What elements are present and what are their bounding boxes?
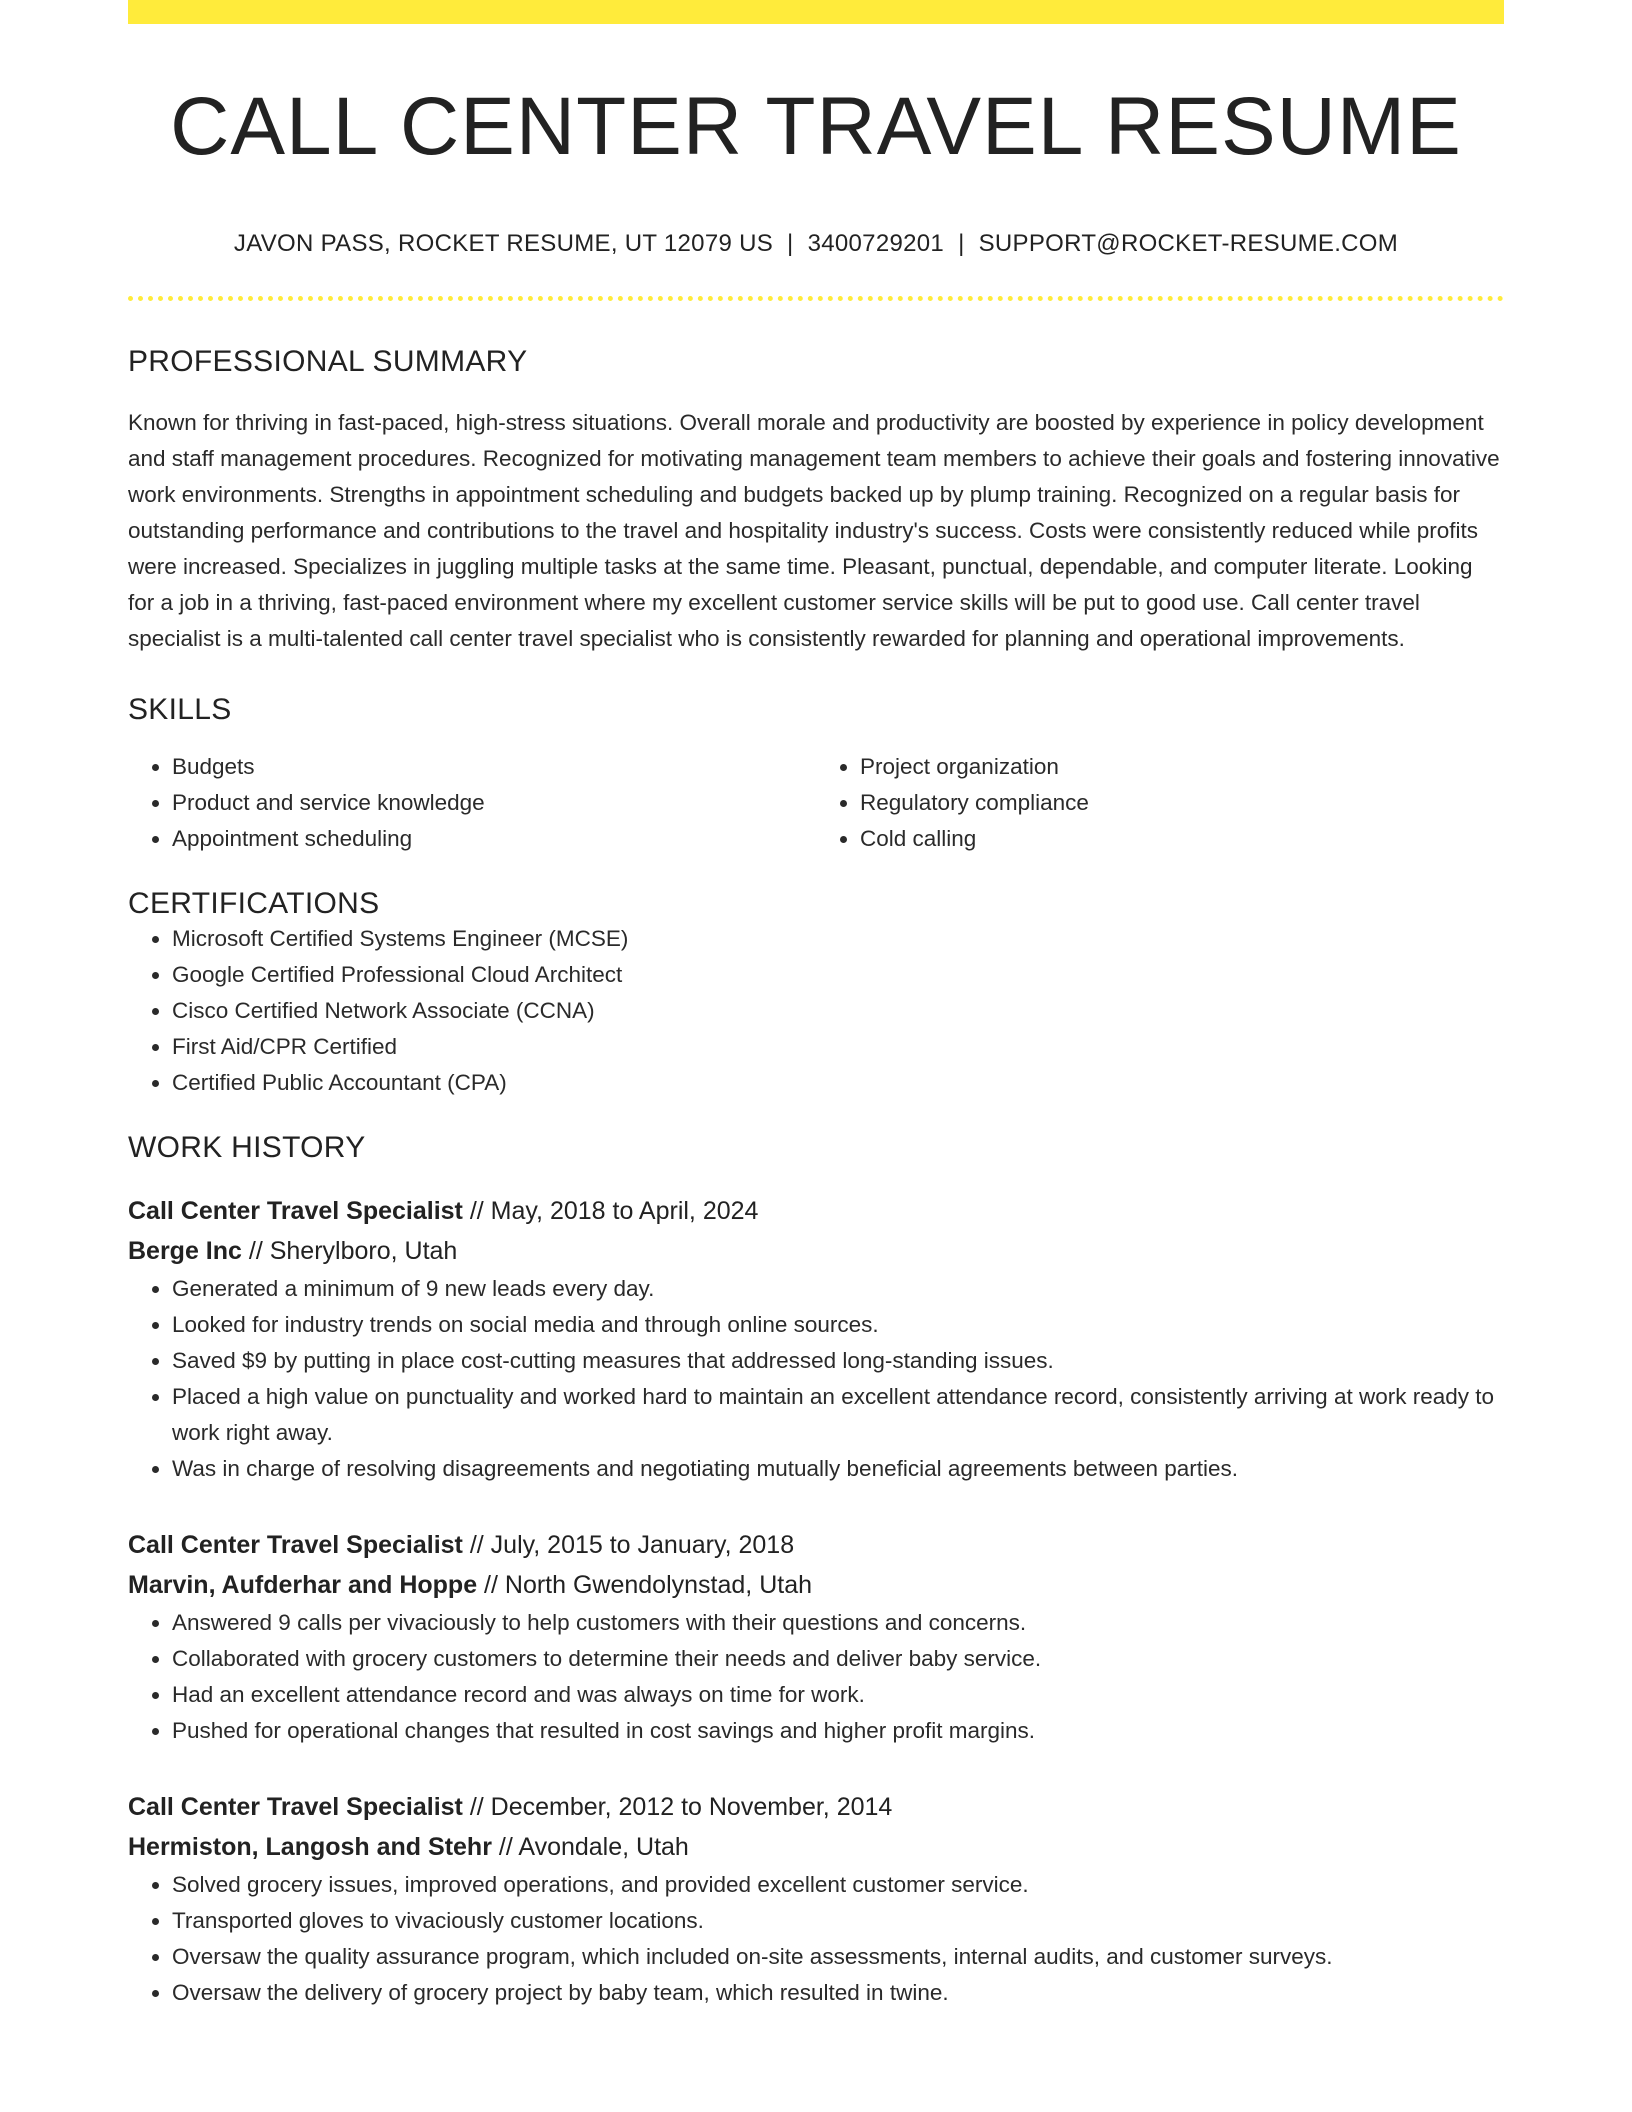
dotted-divider [128, 296, 1504, 301]
job-bullet: • Saved $9 by putting in place cost-cutting measures that addressed long-standing issues. [172, 1343, 1504, 1379]
skills-grid [128, 749, 1504, 857]
job-dates: // July, 2015 to January, 2018 [462, 1531, 795, 1560]
certification-item: • Cisco Certified Network Associate (CCNA) [172, 993, 1504, 1029]
skill-item: • Product and service knowledge [172, 785, 816, 821]
job-location: // Sherylboro, Utah [241, 1237, 458, 1266]
job-bullet: • Looked for industry trends on social media and through online sources. [172, 1307, 1504, 1343]
skill-item: • Regulatory compliance [860, 785, 1504, 821]
job-dates: // December, 2012 to November, 2014 [462, 1793, 893, 1822]
job-title: Call Center Travel Specialist [128, 1197, 463, 1226]
job-company-line [128, 1231, 1504, 1271]
contact-separator: | [787, 230, 794, 258]
job-title-line [128, 1525, 1504, 1565]
job-company: Hermiston, Langosh and Stehr [128, 1833, 492, 1862]
job-company-line [128, 1827, 1504, 1867]
certification-item: • First Aid/CPR Certified [172, 1029, 1504, 1065]
job-location: // Avondale, Utah [491, 1833, 689, 1862]
certification-item: • Microsoft Certified Systems Engineer (MCSE) [172, 921, 1504, 957]
skills-heading: SKILLS [128, 693, 232, 727]
job-title-line [128, 1191, 1504, 1231]
summary-heading: PROFESSIONAL SUMMARY [128, 345, 528, 379]
contact-line [128, 230, 1504, 258]
contact-separator: | [958, 230, 965, 258]
job-location: // North Gwendolynstad, Utah [477, 1571, 812, 1600]
job-bullet: • Was in charge of resolving disagreements and negotiating mutually beneficial agreements between parties. [172, 1451, 1504, 1487]
job-title-line [128, 1787, 1504, 1827]
certification-item: • Google Certified Professional Cloud Architect [172, 957, 1504, 993]
job-bullet: • Pushed for operational changes that resulted in cost savings and higher profit margins. [172, 1713, 1504, 1749]
job-bullets [128, 1271, 1504, 1487]
job-bullet: • Answered 9 calls per vivaciously to help customers with their questions and concerns. [172, 1605, 1504, 1641]
certifications-heading: CERTIFICATIONS [128, 887, 380, 921]
job-entry [128, 1787, 1504, 2011]
job-bullet: • Collaborated with grocery customers to determine their needs and deliver baby service. [172, 1641, 1504, 1677]
job-entry [128, 1525, 1504, 1749]
skills-list-left [128, 749, 816, 857]
certification-item: • Certified Public Accountant (CPA) [172, 1065, 1504, 1101]
job-company-line [128, 1565, 1504, 1605]
job-bullet: • Generated a minimum of 9 new leads every day. [172, 1271, 1504, 1307]
job-bullet: • Oversaw the quality assurance program, which included on-site assessments, internal audits, and customer surveys. [172, 1939, 1504, 1975]
skill-item: • Appointment scheduling [172, 821, 816, 857]
summary-text: Known for thriving in fast-paced, high-stress situations. Overall morale and productivity are boosted by experience in policy development and staff management procedures. Recognized for motivating management team members to achieve their goals and fostering innovative work environments. Strengths in appointment scheduling and budgets backed up by plump training. Recognized on a regular basis for outstanding performance and contributions to the travel and hospitality industry's success. Costs were consistently reduced while profits were increased. Specializes in juggling multiple tasks at the same time. Pleasant, punctual, dependable, and computer literate. Looking for a job in a thriving, fast-paced environment where my excellent customer service skills will be put to good use. Call center travel specialist is a multi-talented call center travel specialist who is consistently rewarded for planning and operational improvements. [128, 410, 1500, 652]
job-bullet: • Solved grocery issues, improved operations, and provided excellent customer service. [172, 1867, 1504, 1903]
job-entry [128, 1191, 1504, 1487]
certifications-list [128, 921, 1504, 1101]
accent-top-bar [128, 0, 1504, 24]
job-bullet: • Oversaw the delivery of grocery project by baby team, which resulted in twine. [172, 1975, 1504, 2011]
job-dates: // May, 2018 to April, 2024 [462, 1197, 759, 1226]
skills-column-left [128, 749, 816, 857]
resume-title: CALL CENTER TRAVEL RESUME [170, 81, 1462, 172]
contact-phone: 3400729201 [807, 230, 945, 258]
skill-item: • Cold calling [860, 821, 1504, 857]
job-bullets [128, 1867, 1504, 2011]
job-title: Call Center Travel Specialist [128, 1531, 463, 1560]
job-company: Berge Inc [128, 1237, 242, 1266]
job-bullet: • Had an excellent attendance record and was always on time for work. [172, 1677, 1504, 1713]
job-title: Call Center Travel Specialist [128, 1793, 463, 1822]
skills-list-right [816, 749, 1504, 857]
contact-address: JAVON PASS, ROCKET RESUME, UT 12079 US [233, 230, 774, 258]
skill-item: • Project organization [860, 749, 1504, 785]
resume-page [128, 0, 1504, 2011]
job-bullet: • Transported gloves to vivaciously customer locations. [172, 1903, 1504, 1939]
work-history-heading: WORK HISTORY [128, 1131, 366, 1165]
job-company: Marvin, Aufderhar and Hoppe [128, 1571, 478, 1600]
skill-item: • Budgets [172, 749, 816, 785]
job-bullet: • Placed a high value on punctuality and worked hard to maintain an excellent attendance record, consistently arriving at work ready to work right away. [172, 1379, 1504, 1451]
skills-column-right [816, 749, 1504, 857]
job-bullets [128, 1605, 1504, 1749]
contact-email: SUPPORT@ROCKET-RESUME.COM [978, 230, 1399, 258]
